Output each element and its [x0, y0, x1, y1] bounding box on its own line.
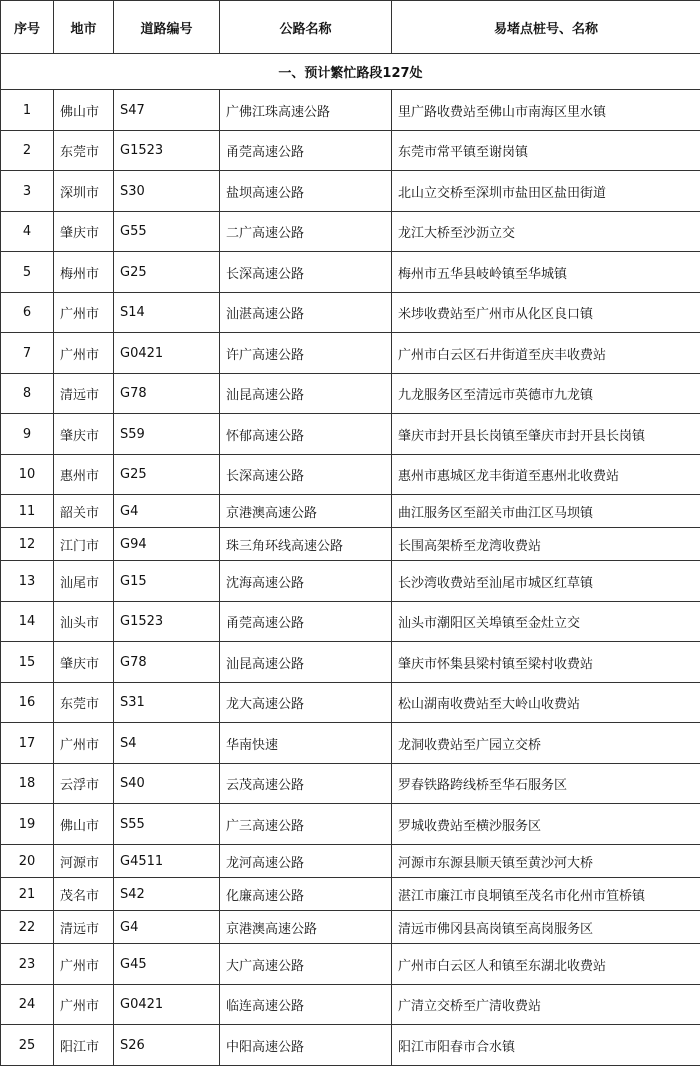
section-row [1, 54, 700, 90]
city-cell: 广州市 [54, 723, 114, 764]
road-code-cell: S31 [114, 683, 220, 723]
road-name-cell: 中阳高速公路 [220, 1025, 392, 1066]
city-cell: 广州市 [54, 333, 114, 374]
table-row [1, 683, 700, 723]
row-number: 17 [1, 723, 54, 764]
road-code-cell: G15 [114, 561, 220, 602]
road-name-cell: 大广高速公路 [220, 944, 392, 985]
road-name-cell: 汕昆高速公路 [220, 642, 392, 683]
city-cell: 东莞市 [54, 131, 114, 171]
road-name-cell: 珠三角环线高速公路 [220, 528, 392, 561]
row-number: 11 [1, 495, 54, 528]
road-code-cell: G4 [114, 911, 220, 944]
header-road-code: 道路编号 [114, 1, 220, 54]
road-name-cell: 沈海高速公路 [220, 561, 392, 602]
congestion-spot-cell: 肇庆市怀集县梁村镇至梁村收费站 [392, 642, 700, 683]
city-cell: 清远市 [54, 374, 114, 414]
row-number: 20 [1, 845, 54, 878]
congestion-spot-cell: 清远市佛冈县高岗镇至高岗服务区 [392, 911, 700, 944]
road-code-cell: G0421 [114, 985, 220, 1025]
city-cell: 云浮市 [54, 764, 114, 804]
row-number: 19 [1, 804, 54, 845]
table-row [1, 845, 700, 878]
table-row [1, 131, 700, 171]
city-cell: 肇庆市 [54, 414, 114, 455]
congestion-spot-cell: 梅州市五华县岐岭镇至华城镇 [392, 252, 700, 293]
row-number: 7 [1, 333, 54, 374]
city-cell: 韶关市 [54, 495, 114, 528]
road-name-cell: 广佛江珠高速公路 [220, 90, 392, 131]
table-row [1, 561, 700, 602]
road-name-cell: 华南快速 [220, 723, 392, 764]
row-number: 4 [1, 212, 54, 252]
table-row [1, 985, 700, 1025]
table-row [1, 293, 700, 333]
city-cell: 佛山市 [54, 90, 114, 131]
road-code-cell: G45 [114, 944, 220, 985]
row-number: 16 [1, 683, 54, 723]
congestion-spot-cell: 罗城收费站至横沙服务区 [392, 804, 700, 845]
table-row [1, 90, 700, 131]
table-row [1, 1025, 700, 1066]
road-code-cell: G0421 [114, 333, 220, 374]
road-code-cell: G25 [114, 455, 220, 495]
road-name-cell: 甬莞高速公路 [220, 131, 392, 171]
road-code-cell: S14 [114, 293, 220, 333]
header-no: 序号 [1, 1, 54, 54]
city-cell: 肇庆市 [54, 212, 114, 252]
row-number: 6 [1, 293, 54, 333]
congestion-spot-cell: 广清立交桥至广清收费站 [392, 985, 700, 1025]
road-code-cell: G1523 [114, 602, 220, 642]
header-city: 地市 [54, 1, 114, 54]
road-name-cell: 京港澳高速公路 [220, 911, 392, 944]
road-code-cell: S40 [114, 764, 220, 804]
road-name-cell: 长深高速公路 [220, 252, 392, 293]
row-number: 14 [1, 602, 54, 642]
congestion-spot-cell: 米埗收费站至广州市从化区良口镇 [392, 293, 700, 333]
road-code-cell: S30 [114, 171, 220, 212]
row-number: 8 [1, 374, 54, 414]
city-cell: 佛山市 [54, 804, 114, 845]
road-code-cell: G78 [114, 374, 220, 414]
table-row [1, 171, 700, 212]
table-row [1, 602, 700, 642]
congestion-spot-cell: 罗春铁路跨线桥至华石服务区 [392, 764, 700, 804]
header-congestion-spot: 易堵点桩号、名称 [392, 1, 700, 54]
congestion-spot-cell: 湛江市廉江市良垌镇至茂名市化州市笪桥镇 [392, 878, 700, 911]
road-name-cell: 京港澳高速公路 [220, 495, 392, 528]
city-cell: 梅州市 [54, 252, 114, 293]
road-code-cell: S59 [114, 414, 220, 455]
road-name-cell: 汕湛高速公路 [220, 293, 392, 333]
road-name-cell: 临连高速公路 [220, 985, 392, 1025]
row-number: 22 [1, 911, 54, 944]
road-name-cell: 龙河高速公路 [220, 845, 392, 878]
congestion-spot-cell: 长围高架桥至龙湾收费站 [392, 528, 700, 561]
row-number: 24 [1, 985, 54, 1025]
table-row [1, 333, 700, 374]
table-row [1, 878, 700, 911]
road-code-cell: G94 [114, 528, 220, 561]
city-cell: 深圳市 [54, 171, 114, 212]
row-number: 12 [1, 528, 54, 561]
city-cell: 广州市 [54, 985, 114, 1025]
header-road-name: 公路名称 [220, 1, 392, 54]
congestion-spot-cell: 北山立交桥至深圳市盐田区盐田街道 [392, 171, 700, 212]
table-row [1, 455, 700, 495]
row-number: 9 [1, 414, 54, 455]
congestion-spot-cell: 广州市白云区人和镇至东湖北收费站 [392, 944, 700, 985]
city-cell: 江门市 [54, 528, 114, 561]
table-row [1, 374, 700, 414]
row-number: 1 [1, 90, 54, 131]
road-code-cell: G1523 [114, 131, 220, 171]
table-row [1, 944, 700, 985]
congestion-spot-cell: 阳江市阳春市合水镇 [392, 1025, 700, 1066]
city-cell: 清远市 [54, 911, 114, 944]
road-code-cell: S4 [114, 723, 220, 764]
row-number: 15 [1, 642, 54, 683]
road-name-cell: 许广高速公路 [220, 333, 392, 374]
road-code-cell: S26 [114, 1025, 220, 1066]
congestion-spot-cell: 松山湖南收费站至大岭山收费站 [392, 683, 700, 723]
city-cell: 茂名市 [54, 878, 114, 911]
road-code-cell: G55 [114, 212, 220, 252]
road-name-cell: 甬莞高速公路 [220, 602, 392, 642]
road-code-cell: G4 [114, 495, 220, 528]
city-cell: 惠州市 [54, 455, 114, 495]
road-code-cell: G4511 [114, 845, 220, 878]
congestion-spot-cell: 广州市白云区石井街道至庆丰收费站 [392, 333, 700, 374]
congestion-spot-cell: 汕头市潮阳区关埠镇至金灶立交 [392, 602, 700, 642]
row-number: 3 [1, 171, 54, 212]
row-number: 25 [1, 1025, 54, 1066]
congestion-spot-cell: 肇庆市封开县长岗镇至肇庆市封开县长岗镇 [392, 414, 700, 455]
congestion-spot-cell: 龙江大桥至沙沥立交 [392, 212, 700, 252]
congestion-spot-cell: 长沙湾收费站至汕尾市城区红草镇 [392, 561, 700, 602]
city-cell: 河源市 [54, 845, 114, 878]
table-row [1, 723, 700, 764]
road-code-cell: S47 [114, 90, 220, 131]
city-cell: 汕尾市 [54, 561, 114, 602]
congestion-spot-cell: 里广路收费站至佛山市南海区里水镇 [392, 90, 700, 131]
row-number: 5 [1, 252, 54, 293]
table-row [1, 764, 700, 804]
road-code-cell: S55 [114, 804, 220, 845]
congestion-spot-cell: 曲江服务区至韶关市曲江区马坝镇 [392, 495, 700, 528]
road-code-cell: G78 [114, 642, 220, 683]
city-cell: 肇庆市 [54, 642, 114, 683]
city-cell: 汕头市 [54, 602, 114, 642]
congestion-spot-cell: 东莞市常平镇至谢岗镇 [392, 131, 700, 171]
road-code-cell: S42 [114, 878, 220, 911]
city-cell: 东莞市 [54, 683, 114, 723]
table-row [1, 212, 700, 252]
road-code-cell: G25 [114, 252, 220, 293]
section-title: 一、预计繁忙路段127处 [1, 54, 700, 90]
congestion-spot-cell: 九龙服务区至清远市英德市九龙镇 [392, 374, 700, 414]
table-row [1, 414, 700, 455]
road-name-cell: 云茂高速公路 [220, 764, 392, 804]
row-number: 10 [1, 455, 54, 495]
road-name-cell: 二广高速公路 [220, 212, 392, 252]
city-cell: 阳江市 [54, 1025, 114, 1066]
congestion-spot-cell: 惠州市惠城区龙丰街道至惠州北收费站 [392, 455, 700, 495]
table-row [1, 252, 700, 293]
road-name-cell: 汕昆高速公路 [220, 374, 392, 414]
row-number: 23 [1, 944, 54, 985]
road-name-cell: 广三高速公路 [220, 804, 392, 845]
table-row [1, 804, 700, 845]
table-row [1, 495, 700, 528]
congestion-spot-cell: 河源市东源县顺天镇至黄沙河大桥 [392, 845, 700, 878]
road-name-cell: 盐坝高速公路 [220, 171, 392, 212]
congestion-spot-cell: 龙洞收费站至广园立交桥 [392, 723, 700, 764]
row-number: 18 [1, 764, 54, 804]
row-number: 13 [1, 561, 54, 602]
road-name-cell: 化廉高速公路 [220, 878, 392, 911]
table-row [1, 911, 700, 944]
city-cell: 广州市 [54, 293, 114, 333]
row-number: 21 [1, 878, 54, 911]
row-number: 2 [1, 131, 54, 171]
table-row [1, 528, 700, 561]
table-header-row [1, 1, 700, 54]
city-cell: 广州市 [54, 944, 114, 985]
road-name-cell: 龙大高速公路 [220, 683, 392, 723]
road-name-cell: 长深高速公路 [220, 455, 392, 495]
table-row [1, 642, 700, 683]
road-name-cell: 怀郁高速公路 [220, 414, 392, 455]
